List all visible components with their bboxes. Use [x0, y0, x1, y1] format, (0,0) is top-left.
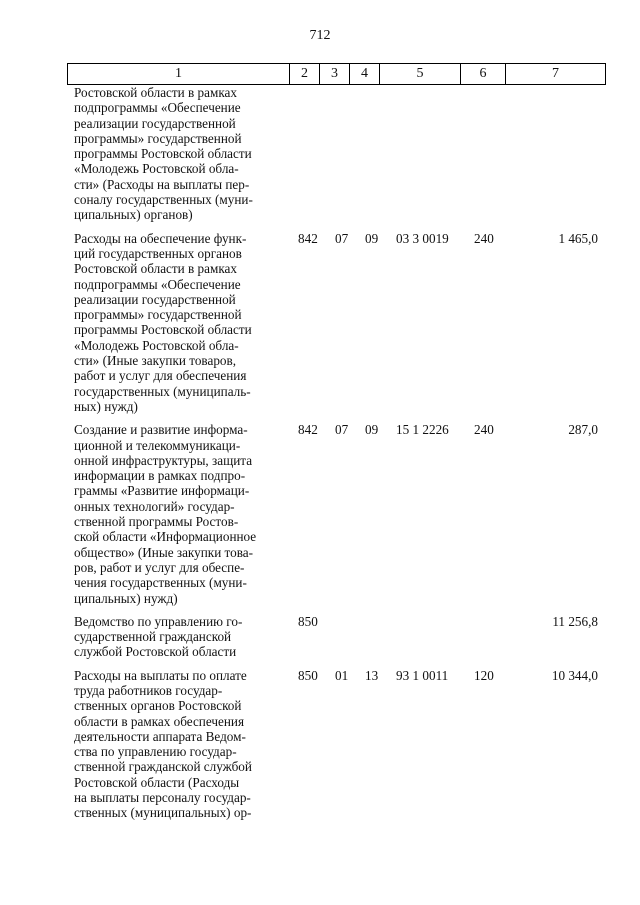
target-article-code: 93 1 0011: [396, 667, 449, 683]
description-line: программы Ростовской области: [74, 146, 252, 162]
column-header-3: 3: [320, 64, 350, 85]
row-description: [74, 231, 285, 415]
table-row: [0, 422, 640, 606]
description-line: ства по управлению государ-: [74, 744, 237, 760]
description-line: информации в рамках подпро-: [74, 468, 246, 484]
description-line: Расходы на обеспечение функ-: [74, 230, 247, 246]
admin-code: 850: [298, 613, 318, 629]
description-line: реализации государственной: [74, 115, 236, 131]
description-line: подпрограммы «Обеспечение: [74, 276, 241, 292]
description-line: сти» (Расходы на выплаты пер-: [74, 176, 250, 192]
description-line: ципальных) нужд): [74, 590, 178, 606]
description-line: ров, работ и услуг для обеспе-: [74, 559, 245, 575]
description-line: подпрограммы «Обеспечение: [74, 100, 241, 116]
row-description: [74, 614, 285, 660]
description-line: граммы «Развитие информаци-: [74, 483, 250, 499]
subsection-code: 09: [365, 422, 379, 438]
row-description: [74, 422, 285, 606]
description-line: ных) нужд): [74, 398, 138, 414]
row-description: [74, 85, 285, 223]
column-header-row: [68, 64, 606, 85]
amount: 287,0: [568, 422, 598, 438]
column-header-4: 4: [350, 64, 380, 85]
description-line: Ростовской области (Расходы: [74, 774, 240, 790]
target-article-code: 15 1 2226: [396, 422, 449, 438]
description-line: труда работников государ-: [74, 682, 223, 698]
description-line: ственных (муниципальных) ор-: [74, 805, 252, 821]
description-line: чения государственных (муни-: [74, 575, 247, 591]
admin-code: 850: [298, 667, 318, 683]
description-line: работ и услуг для обеспечения: [74, 368, 247, 384]
column-header-table: [67, 63, 606, 85]
description-line: Ростовской области в рамках: [74, 261, 238, 277]
description-line: «Молодежь Ростовской обла-: [74, 161, 239, 177]
description-line: программы Ростовской области: [74, 322, 252, 338]
section-code: 07: [335, 422, 349, 438]
subsection-code: 09: [365, 230, 379, 246]
page-number: 712: [309, 28, 331, 43]
description-line: ционной и телекоммуникаци-: [74, 437, 241, 453]
description-line: программы» государственной: [74, 130, 242, 146]
description-line: Ведомство по управлению го-: [74, 613, 243, 629]
row-description: [74, 668, 285, 821]
amount: 10 344,0: [551, 667, 598, 683]
description-line: ской области «Информационное: [74, 529, 257, 545]
description-line: области в рамках обеспечения: [74, 713, 245, 729]
table-row: [0, 668, 640, 821]
admin-code: 842: [298, 422, 318, 438]
table-row: [0, 614, 640, 660]
amount: 1 465,0: [558, 230, 598, 246]
table-row: [0, 231, 640, 415]
subsection-code: 13: [365, 667, 379, 683]
description-line: Ростовской области в рамках: [74, 85, 238, 100]
expense-type-code: 120: [474, 667, 494, 683]
description-line: Расходы на выплаты по оплате: [74, 667, 247, 683]
column-header-5: 5: [380, 64, 461, 85]
table-body: [0, 85, 640, 829]
description-line: общество» (Иные закупки това-: [74, 544, 254, 560]
column-header-1: 1: [68, 64, 290, 85]
description-line: программы» государственной: [74, 307, 242, 323]
description-line: ций государственных органов: [74, 245, 242, 261]
expense-type-code: 240: [474, 230, 494, 246]
column-header-7: 7: [506, 64, 606, 85]
column-header-2: 2: [290, 64, 320, 85]
description-line: «Молодежь Ростовской обла-: [74, 337, 239, 353]
expense-type-code: 240: [474, 422, 494, 438]
description-line: ственной программы Ростов-: [74, 514, 239, 530]
description-line: сударственной гражданской: [74, 629, 232, 645]
description-line: ципальных) органов): [74, 207, 193, 223]
description-line: государственных (муниципаль-: [74, 383, 251, 399]
description-line: соналу государственных (муни-: [74, 192, 253, 208]
description-line: онной инфраструктуры, защита: [74, 452, 253, 468]
description-line: Создание и развитие информа-: [74, 422, 248, 438]
description-line: ственных органов Ростовской: [74, 698, 242, 714]
description-line: деятельности аппарата Ведом-: [74, 728, 246, 744]
description-line: реализации государственной: [74, 291, 236, 307]
amount: 11 256,8: [552, 613, 598, 629]
section-code: 01: [335, 667, 349, 683]
section-code: 07: [335, 230, 349, 246]
target-article-code: 03 3 0019: [396, 230, 449, 246]
admin-code: 842: [298, 230, 318, 246]
description-line: службой Ростовской области: [74, 644, 237, 660]
column-header-6: 6: [461, 64, 506, 85]
description-line: онных технологий» государ-: [74, 498, 235, 514]
description-line: сти» (Иные закупки товаров,: [74, 353, 237, 369]
description-line: ственной гражданской службой: [74, 759, 252, 775]
table-row: [0, 85, 640, 223]
description-line: на выплаты персоналу государ-: [74, 790, 251, 806]
